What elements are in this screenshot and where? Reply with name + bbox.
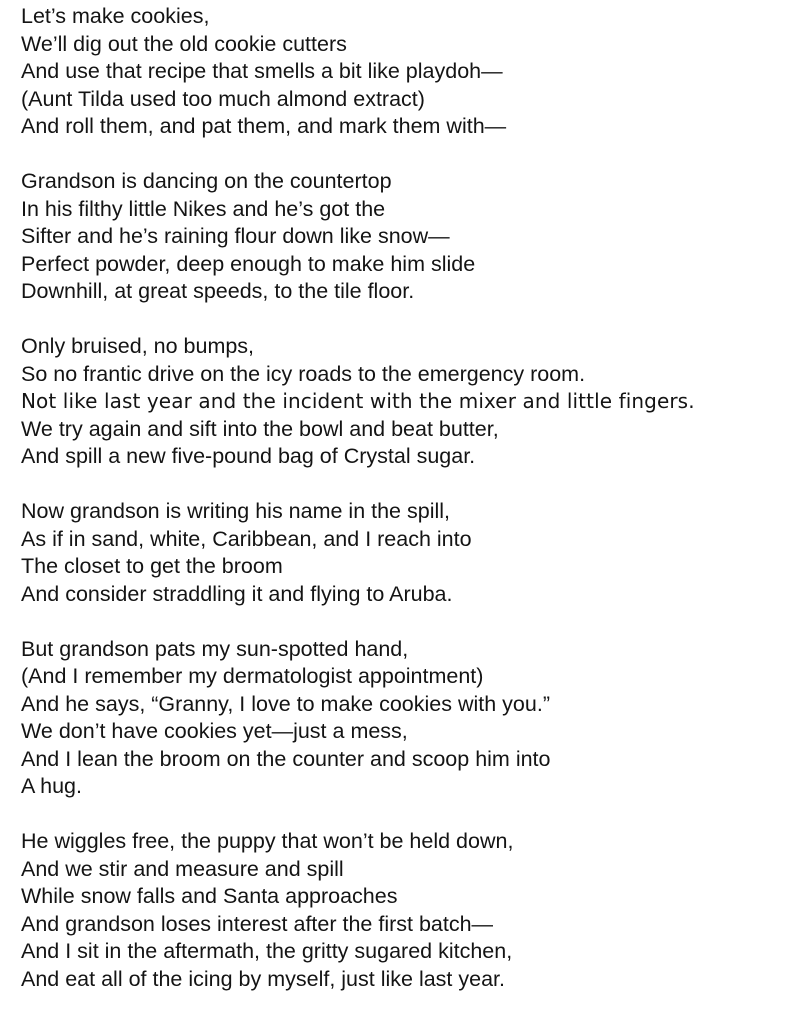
stanza-6 [21,828,781,993]
poem-line: And grandson loses interest after the first batch— [21,911,494,936]
poem-line: We try again and sift into the bowl and beat butter, [21,416,499,441]
poem-line: Downhill, at great speeds, to the tile floor. [21,279,415,303]
poem-line: And roll them, and pat them, and mark them with— [21,114,507,138]
poem-line: (And I remember my dermatologist appointment) [21,664,484,688]
stanza-5 [21,636,781,801]
poem-line: And consider straddling it and flying to Aruba. [21,581,453,606]
poem-text [21,3,781,1021]
poem-line: A hug. [21,774,82,798]
poem-line: Only bruised, no bumps, [21,334,255,358]
stanza-1 [21,3,781,141]
poem-line: The closet to get the broom [21,554,283,578]
poem-line: We’ll dig out the old cookie cutters [21,31,347,56]
poem-line: In his filthy little Nikes and he’s got the [21,196,386,221]
poem-line: Sifter and he’s raining flour down like snow— [21,224,450,248]
poem-line: And use that recipe that smells a bit like playdoh— [21,59,503,83]
poem-line: Not like last year and the incident with the mixer and little fingers. [21,389,695,413]
poem-line: (Aunt Tilda used too much almond extract) [21,86,425,111]
stanza-4 [21,498,781,608]
poem-line: While snow falls and Santa approaches [21,884,398,908]
poem-line: Let’s make cookies, [21,4,210,28]
poem-line: And eat all of the icing by myself, just like last year. [21,966,505,991]
poem-line: And I lean the broom on the counter and scoop him into [21,746,551,771]
poem-line: And he says, “Granny, I love to make cookies with you.” [21,691,550,716]
stanza-2 [21,168,781,306]
poem-line: So no frantic drive on the icy roads to the emergency room. [21,361,586,386]
stanza-3 [21,333,781,471]
poem-line: And spill a new five-pound bag of Crystal sugar. [21,444,476,468]
poem-line: He wiggles free, the puppy that won’t be held down, [21,829,514,853]
poem-line: We don’t have cookies yet—just a mess, [21,719,408,743]
poem-line: Now grandson is writing his name in the spill, [21,499,451,523]
poem-line: But grandson pats my sun-spotted hand, [21,636,409,661]
poem-line: Perfect powder, deep enough to make him slide [21,251,476,276]
poem-line: As if in sand, white, Caribbean, and I reach into [21,526,472,551]
poem-line: Grandson is dancing on the countertop [21,169,392,193]
poem-line: And I sit in the aftermath, the gritty sugared kitchen, [21,939,513,963]
poem-line: And we stir and measure and spill [21,856,344,881]
